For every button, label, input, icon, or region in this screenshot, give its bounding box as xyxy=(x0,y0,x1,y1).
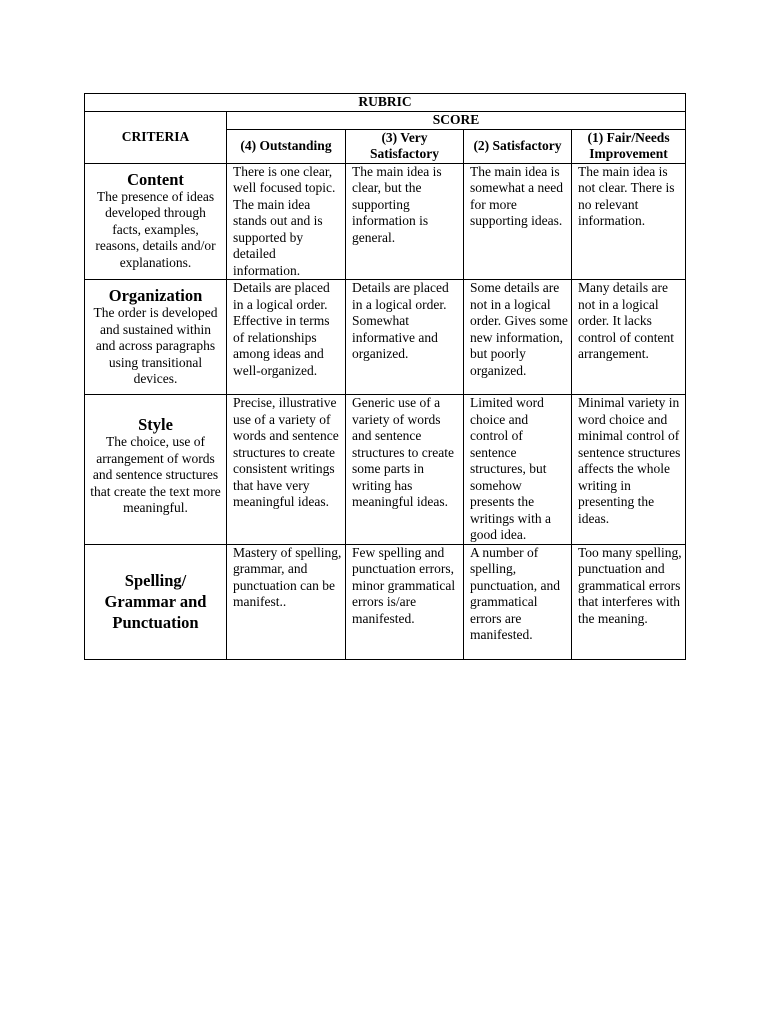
criterion-cell xyxy=(85,280,227,395)
title-row xyxy=(85,94,686,112)
descriptor-cell: A number of spelling, punctuation, and grammatical errors are manifested. xyxy=(464,544,572,659)
descriptor-cell: Some details are not in a logical order. Gives some new information, but poorly organized. xyxy=(464,280,572,395)
criterion-name: Content xyxy=(127,169,184,189)
criterion-name: Organization xyxy=(108,286,203,305)
criterion-row-spelling xyxy=(85,544,686,659)
criterion-row-content xyxy=(85,163,686,280)
criteria-header: CRITERIA xyxy=(85,112,227,164)
criterion-row-organization xyxy=(85,280,686,395)
descriptor-cell: Details are placed in a logical order. Somewhat informative and organized. xyxy=(346,280,464,395)
criterion-row-style xyxy=(85,395,686,545)
level-1-header: (1) Fair/Needs Improvement xyxy=(572,129,686,163)
descriptor-cell: Mastery of spelling, grammar, and punctuation can be manifest.. xyxy=(227,544,346,659)
descriptor-cell: There is one clear, well focused topic. The main idea stands out and is supported by detailed information. xyxy=(227,163,346,280)
descriptor-cell: Minimal variety in word choice and minimal control of sentence structures affects the whole writing in presenting the ideas. xyxy=(572,395,686,545)
score-row xyxy=(85,112,686,130)
rubric-table xyxy=(84,93,686,660)
descriptor-cell: Too many spelling, punctuation and grammatical errors that interferes with the meaning. xyxy=(572,544,686,659)
descriptor-cell: Limited word choice and control of sentence structures, but somehow presents the writings with a good idea. xyxy=(464,395,572,545)
level-2-header: (2) Satisfactory xyxy=(464,129,572,163)
descriptor-cell: Few spelling and punctuation errors, minor grammatical errors is/are manifested. xyxy=(346,544,464,659)
descriptor-cell: The main idea is not clear. There is no relevant information. xyxy=(572,163,686,280)
descriptor-cell: Precise, illustrative use of a variety of words and sentence structures to create consistent writings that have very meaningful ideas. xyxy=(227,395,346,545)
rubric-title: RUBRIC xyxy=(85,94,686,112)
level-3-header: (3) Very Satisfactory xyxy=(346,129,464,163)
descriptor-cell: Details are placed in a logical order. Effective in terms of relationships among ideas and well-organized. xyxy=(227,280,346,395)
criterion-description: The choice, use of arrangement of words and sentence structures that create the text more meaningful. xyxy=(90,434,221,515)
criterion-name: Spelling/ Grammar and Punctuation xyxy=(104,571,207,632)
level-4-header: (4) Outstanding xyxy=(227,129,346,163)
criterion-description: The presence of ideas developed through facts, examples, reasons, details and/or explanations. xyxy=(95,188,216,270)
descriptor-cell: The main idea is clear, but the supporting information is general. xyxy=(346,163,464,280)
criterion-cell xyxy=(85,163,227,280)
criterion-name: Style xyxy=(138,415,173,434)
criterion-description: The order is developed and sustained within and across paragraphs using transitional devices. xyxy=(93,305,218,386)
criterion-cell xyxy=(85,395,227,545)
descriptor-cell: Many details are not in a logical order. It lacks control of content arrangement. xyxy=(572,280,686,395)
score-header: SCORE xyxy=(227,112,686,130)
descriptor-cell: The main idea is somewhat a need for more supporting ideas. xyxy=(464,163,572,280)
descriptor-cell: Generic use of a variety of words and sentence structures to create some parts in writing has meaningful ideas. xyxy=(346,395,464,545)
criterion-cell xyxy=(85,544,227,659)
